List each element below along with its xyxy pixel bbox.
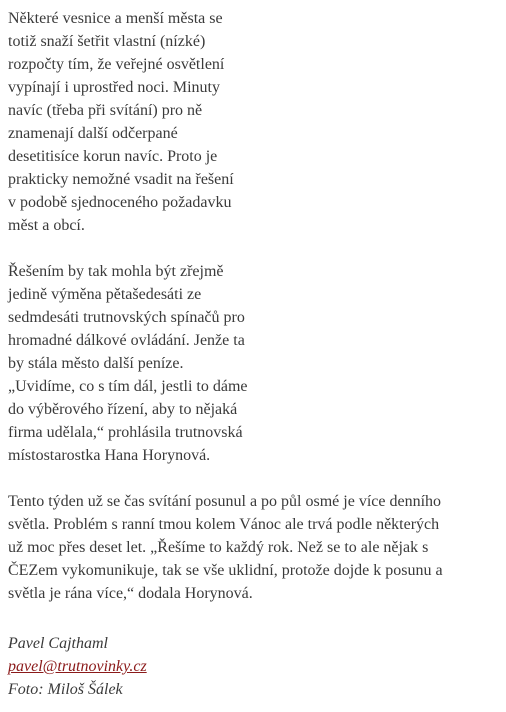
photo-credit: Foto: Miloš Šálek <box>8 681 123 698</box>
article-paragraph-3: Tento týden už se čas svítání posunul a po půl osmé je více denního světla. Problém s ranní tmou kolem Vánoc ale trvá podle některých už moc přes deset let. „Řešíme to každý rok. Než se to ale nějak s ČEZem vykomunikuje, tak se vše uklidní, protože dojde k posunu a světla je rána více,“ dodala Horynová. <box>8 493 443 602</box>
article-paragraph-1: Některé vesnice a menší města se totiž snaží šetřit vlastní (nízké) rozpočty tím, že veřejné osvětlení vypínají i uprostřed noci. Minuty navíc (třeba při svítání) pro ně znamenají další odčerpané desetitisíce korun navíc. Proto je prakticky nemožné vsadit na řešení v podobě sjednoceného požadavku měst a obcí. <box>8 10 234 234</box>
byline <box>8 632 147 701</box>
author-name: Pavel Cajthaml <box>8 635 108 652</box>
article-paragraph-2: Řešením by tak mohla být zřejmě jedině výměna pětašedesáti ze sedmdesáti trutnovských spínačů pro hromadné dálkové ovládání. Jenže ta by stála město další peníze. „Uvidíme, co s tím dál, jestli to dáme do výběrového řízení, aby to nějaká firma udělala,“ prohlásila trutnovská místostarostka Hana Horynová. <box>8 263 248 464</box>
author-email-link[interactable]: pavel@trutnovinky.cz <box>8 658 147 675</box>
